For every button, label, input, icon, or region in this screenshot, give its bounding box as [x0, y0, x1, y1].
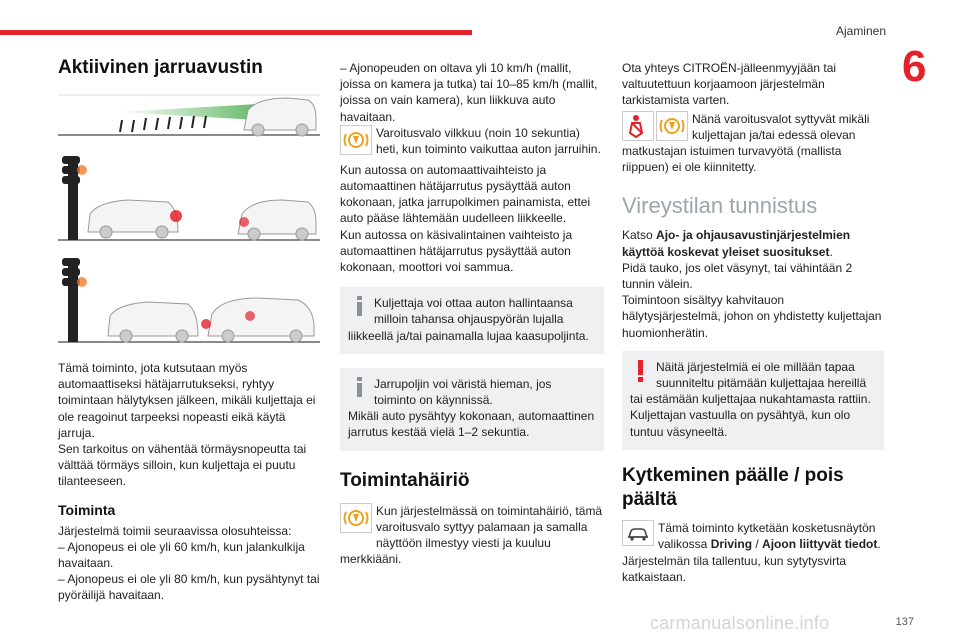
reference-link: Ajo- ja ohjausavustinjärjestelmien käyttöä koskevat yleiset suositukset [622, 228, 851, 259]
watermark: carmanualsonline.info [650, 613, 830, 633]
section-title: Ajaminen [835, 24, 886, 38]
paragraph: Ota yhteys CITROËN-jälleenmyyjään tai valtuutettuun korjaamoon järjestelmän tarkistamista varten. [622, 61, 837, 108]
seatbelt-warning-block [622, 111, 884, 176]
brake-warning-icon [340, 503, 372, 538]
info-box-driver-control [340, 287, 604, 354]
header-accent-bar [0, 30, 472, 35]
paragraph: Varoitusvalo vilkkuu (noin 10 sekuntia) heti, kun toiminto vaikuttaa auton jarruihin. [376, 125, 601, 157]
exclamation-icon [630, 359, 652, 388]
info-text: Kuljettaja voi ottaa auton hallintaansa milloin tahansa ohjauspyörän lujalla liikkeellä ja/tai painamalla lujaa kaasupoljinta. [348, 296, 589, 343]
info-icon [348, 295, 370, 322]
warning-text: Näitä järjestelmiä ei ole millään tapaa suunniteltu pitämään kuljettajaa hereillä tai estämään kuljettajaa nukahtamasta rattiin. Kuljettajan vastuulla on pysähtyä, kun olo tuntuu väsyneeltä. [630, 359, 871, 439]
paragraph: Kun autossa on käsivalintainen vaihteisto ja automaattinen hätäjarrutus pysäyttää auton kokonaan, moottori voi sammua. [340, 227, 573, 275]
paragraph: – Ajonopeuden on oltava yli 10 km/h (mallit, joissa on kamera ja tutka) tai 10–85 km/h (mallit, joissa on vain kamera), kun liikkuva auto havaitaan. [340, 61, 598, 124]
warning-box-drowsiness [622, 351, 884, 450]
paragraph: Kun järjestelmässä on toimintahäiriö, tämä varoitusvalo syttyy palamaan ja samalla näyttöön ilmestyy viesti ja kuuluu merkkiääni. [340, 503, 603, 567]
paragraph: Nänä varoitusvalot syttyvät mikäli kuljettajan ja/tai edessä olevan matkustajan istuimen turvavyötä (mallista riippuen) ei ole kiinnitetty. [622, 111, 870, 175]
paragraph: Toimintoon sisältyy kahvitauon hälytysjärjestelmä, johon on yhdistetty kuljettajan huomionherätin. [622, 293, 882, 340]
section-heading-kytkeminen: Kytkeminen päälle / pois päältä [622, 464, 844, 510]
subheading-toiminta: Toiminta [58, 501, 116, 518]
paragraph: – Ajonopeus ei ole yli 60 km/h, kun jalankulkija havaitaan. [58, 539, 305, 571]
paragraph: Sen tarkoitus on vähentää törmäysnopeutta tai välttää törmäys silloin, kun kuljettaja ei puutu tilanteeseen. [58, 442, 307, 489]
warning-light-block [340, 125, 604, 162]
brake-warning-icon [656, 111, 688, 141]
info-text: Mikäli auto pysähtyy kokonaan, automaattinen jarrutus kestää vielä 1–2 sekuntia. [348, 409, 595, 440]
paragraph: – Ajonopeus ei ole yli 80 km/h, kun pysähtynyt tai pyöräilijä havaitaan. [58, 572, 320, 603]
paragraph: Katso Ajo- ja ohjausavustinjärjestelmien käyttöä koskevat yleiset suositukset. [622, 228, 851, 259]
fault-block [340, 503, 604, 568]
toggle-block [622, 520, 884, 553]
section-heading-aktiivinen: Aktiivinen jarruavustin [58, 57, 263, 78]
seatbelt-warning-icon [622, 111, 654, 141]
paragraph: Tämä toiminto kytketään kosketusnäytön valikossa Driving / Ajoon liittyvät tiedot. [658, 520, 881, 552]
brake-warning-icon [340, 125, 372, 160]
seatbelt-icons [622, 111, 688, 141]
info-box-brake-pedal [340, 368, 604, 451]
page-number: 137 [895, 616, 914, 628]
section-heading-toimintahairio: Toimintahäiriö [340, 469, 470, 491]
info-text: Jarrupoljin voi väristä hieman, jos toiminto on käynnissä. [374, 376, 552, 408]
paragraph: Kun autossa on automaattivaihteisto ja automaattinen hätäjarrutus pysäyttää auton kokonaan, jatka jarrupolkimen painamista, ettei auto pääse lähtemään uudelleen liikkeelle. [340, 162, 591, 226]
menu-ajoon-liittyvat-tiedot: Ajoon liittyvät tiedot [762, 537, 878, 552]
column-middle [340, 60, 604, 567]
column-right [622, 60, 884, 585]
column-left [58, 48, 320, 604]
paragraph: Järjestelmä toimii seuraavissa olosuhteissa: [58, 523, 292, 538]
chapter-number: 6 [902, 42, 927, 91]
section-heading-vireystila: Vireystilan tunnistus [622, 193, 818, 219]
paragraph: Pidä tauko, jos olet väsynyt, tai vähintään 2 tunnin välein. [622, 260, 853, 292]
illustration-brake-warning [58, 152, 320, 244]
car-menu-icon [622, 520, 654, 551]
paragraph: Järjestelmän tila tallentuu, kun sytytysvirta katkaistaan. [622, 553, 847, 585]
illustration-emergency-braking [58, 254, 320, 346]
illustration-radar-detection [58, 90, 320, 142]
paragraph: Tämä toiminto, jota kutsutaan myös automaattiseksi hätäjarrutukseksi, ryhtyy toimintaan hälytyksen jälkeen, mikäli kuljettaja ei ole reagoinut tarpeeksi nopeasti eikä käytä jarruja. [58, 361, 316, 440]
menu-driving: Driving [710, 537, 753, 552]
info-icon [348, 376, 370, 403]
